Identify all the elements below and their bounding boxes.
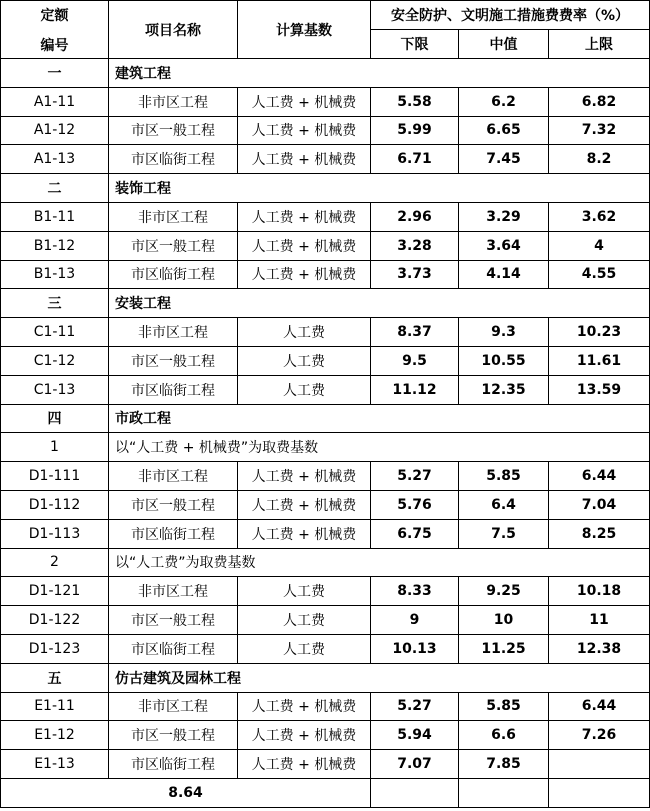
code-cell: D1-123 — [1, 634, 109, 663]
low-cell: 5.27 — [371, 462, 459, 491]
section-number: 一 — [1, 59, 109, 88]
section-title: 仿古建筑及园林工程 — [109, 663, 650, 692]
footer-empty-cell — [371, 778, 459, 807]
section-row — [1, 174, 650, 203]
code-cell: C1-12 — [1, 346, 109, 375]
footer-value: 8.64 — [1, 778, 371, 807]
name-cell: 市区临街工程 — [109, 750, 238, 779]
section-title: 安装工程 — [109, 289, 650, 318]
code-cell: D1-111 — [1, 462, 109, 491]
low-cell: 7.07 — [371, 750, 459, 779]
mid-cell: 7.5 — [459, 519, 549, 548]
high-cell: 6.44 — [549, 462, 650, 491]
section-row — [1, 663, 650, 692]
base-cell: 人工费 + 机械费 — [238, 202, 371, 231]
section-number: 五 — [1, 663, 109, 692]
low-cell: 8.33 — [371, 577, 459, 606]
name-cell: 非市区工程 — [109, 318, 238, 347]
mid-cell: 10.55 — [459, 346, 549, 375]
mid-cell: 12.35 — [459, 375, 549, 404]
base-cell: 人工费 + 机械费 — [238, 750, 371, 779]
high-cell: 10.23 — [549, 318, 650, 347]
table-row — [1, 634, 650, 663]
base-cell: 人工费 — [238, 577, 371, 606]
section-row — [1, 59, 650, 88]
base-cell: 人工费 + 机械费 — [238, 87, 371, 116]
footer-row — [1, 778, 650, 807]
subsection-title: 以“人工费”为取费基数 — [109, 548, 650, 577]
base-cell: 人工费 + 机械费 — [238, 490, 371, 519]
footer-empty-cell — [459, 778, 549, 807]
base-cell: 人工费 + 机械费 — [238, 462, 371, 491]
name-cell: 市区一般工程 — [109, 721, 238, 750]
code-cell: A1-13 — [1, 145, 109, 174]
high-cell: 6.44 — [549, 692, 650, 721]
name-cell: 市区一般工程 — [109, 346, 238, 375]
mid-cell: 6.6 — [459, 721, 549, 750]
high-cell: 3.62 — [549, 202, 650, 231]
table-row — [1, 202, 650, 231]
high-cell: 8.2 — [549, 145, 650, 174]
mid-cell: 7.85 — [459, 750, 549, 779]
name-cell: 市区一般工程 — [109, 231, 238, 260]
section-number: 四 — [1, 404, 109, 433]
subsection-title: 以“人工费 + 机械费”为取费基数 — [109, 433, 650, 462]
high-cell: 6.82 — [549, 87, 650, 116]
table-row — [1, 462, 650, 491]
table-row — [1, 87, 650, 116]
name-cell: 非市区工程 — [109, 692, 238, 721]
high-cell: 7.26 — [549, 721, 650, 750]
base-cell: 人工费 + 机械费 — [238, 721, 371, 750]
base-cell: 人工费 + 机械费 — [238, 692, 371, 721]
code-header-line1: 定额 — [40, 7, 69, 24]
name-cell: 市区一般工程 — [109, 116, 238, 145]
low-cell: 6.71 — [371, 145, 459, 174]
base-cell: 人工费 + 机械费 — [238, 519, 371, 548]
code-cell: D1-112 — [1, 490, 109, 519]
name-cell: 市区一般工程 — [109, 606, 238, 635]
table-row — [1, 231, 650, 260]
high-cell: 11.61 — [549, 346, 650, 375]
high-cell: 4.55 — [549, 260, 650, 289]
mid-header: 中值 — [459, 30, 549, 59]
code-cell: E1-11 — [1, 692, 109, 721]
name-cell: 市区临街工程 — [109, 375, 238, 404]
code-cell: B1-13 — [1, 260, 109, 289]
base-header: 计算基数 — [238, 1, 371, 59]
subsection-number: 1 — [1, 433, 109, 462]
low-cell: 5.27 — [371, 692, 459, 721]
section-row — [1, 404, 650, 433]
low-cell: 9 — [371, 606, 459, 635]
high-cell: 4 — [549, 231, 650, 260]
table-row — [1, 318, 650, 347]
high-cell — [549, 750, 650, 779]
low-cell: 5.58 — [371, 87, 459, 116]
base-cell: 人工费 — [238, 634, 371, 663]
mid-cell: 7.45 — [459, 145, 549, 174]
section-number: 三 — [1, 289, 109, 318]
high-cell: 11 — [549, 606, 650, 635]
mid-cell: 10 — [459, 606, 549, 635]
code-cell: B1-12 — [1, 231, 109, 260]
subsection-row — [1, 433, 650, 462]
name-cell: 非市区工程 — [109, 462, 238, 491]
section-title: 建筑工程 — [109, 59, 650, 88]
code-header — [1, 1, 109, 59]
low-cell: 2.96 — [371, 202, 459, 231]
mid-cell: 9.25 — [459, 577, 549, 606]
base-cell: 人工费 + 机械费 — [238, 145, 371, 174]
base-cell: 人工费 — [238, 375, 371, 404]
mid-cell: 3.64 — [459, 231, 549, 260]
name-cell: 非市区工程 — [109, 87, 238, 116]
mid-cell: 3.29 — [459, 202, 549, 231]
table-row — [1, 692, 650, 721]
low-cell: 3.28 — [371, 231, 459, 260]
name-header: 项目名称 — [109, 1, 238, 59]
high-cell: 8.25 — [549, 519, 650, 548]
code-cell: D1-122 — [1, 606, 109, 635]
mid-cell: 9.3 — [459, 318, 549, 347]
base-cell: 人工费 — [238, 318, 371, 347]
table-row — [1, 260, 650, 289]
table-body — [1, 59, 650, 779]
table-row — [1, 145, 650, 174]
table-row — [1, 721, 650, 750]
high-cell: 10.18 — [549, 577, 650, 606]
code-cell: B1-11 — [1, 202, 109, 231]
name-cell: 市区一般工程 — [109, 490, 238, 519]
header-row — [1, 1, 650, 30]
low-cell: 5.99 — [371, 116, 459, 145]
low-cell: 3.73 — [371, 260, 459, 289]
mid-cell: 5.85 — [459, 692, 549, 721]
high-cell: 13.59 — [549, 375, 650, 404]
section-number: 二 — [1, 174, 109, 203]
subsection-number: 2 — [1, 548, 109, 577]
mid-cell: 11.25 — [459, 634, 549, 663]
subsection-row — [1, 548, 650, 577]
base-cell: 人工费 + 机械费 — [238, 231, 371, 260]
mid-cell: 6.4 — [459, 490, 549, 519]
low-cell: 5.94 — [371, 721, 459, 750]
mid-cell: 6.2 — [459, 87, 549, 116]
high-cell: 7.04 — [549, 490, 650, 519]
low-cell: 10.13 — [371, 634, 459, 663]
code-cell: D1-121 — [1, 577, 109, 606]
high-header: 上限 — [549, 30, 650, 59]
name-cell: 非市区工程 — [109, 202, 238, 231]
name-cell: 市区临街工程 — [109, 145, 238, 174]
name-cell: 市区临街工程 — [109, 634, 238, 663]
base-cell: 人工费 + 机械费 — [238, 260, 371, 289]
code-cell: C1-11 — [1, 318, 109, 347]
table-row — [1, 577, 650, 606]
code-cell: E1-12 — [1, 721, 109, 750]
code-cell: A1-12 — [1, 116, 109, 145]
low-cell: 8.37 — [371, 318, 459, 347]
mid-cell: 4.14 — [459, 260, 549, 289]
low-cell: 9.5 — [371, 346, 459, 375]
table-row — [1, 606, 650, 635]
low-cell: 11.12 — [371, 375, 459, 404]
low-header: 下限 — [371, 30, 459, 59]
section-title: 市政工程 — [109, 404, 650, 433]
low-cell: 6.75 — [371, 519, 459, 548]
rate-header: 安全防护、文明施工措施费费率（%） — [371, 1, 650, 30]
name-cell: 市区临街工程 — [109, 260, 238, 289]
code-cell: E1-13 — [1, 750, 109, 779]
low-cell: 5.76 — [371, 490, 459, 519]
base-cell: 人工费 + 机械费 — [238, 116, 371, 145]
section-title: 装饰工程 — [109, 174, 650, 203]
table-row — [1, 750, 650, 779]
base-cell: 人工费 — [238, 346, 371, 375]
code-cell: A1-11 — [1, 87, 109, 116]
table-row — [1, 490, 650, 519]
table-row — [1, 116, 650, 145]
table-row — [1, 519, 650, 548]
footer-empty-cell — [549, 778, 650, 807]
code-header-line2: 编号 — [40, 37, 69, 54]
high-cell: 7.32 — [549, 116, 650, 145]
high-cell: 12.38 — [549, 634, 650, 663]
mid-cell: 6.65 — [459, 116, 549, 145]
mid-cell: 5.85 — [459, 462, 549, 491]
name-cell: 市区临街工程 — [109, 519, 238, 548]
section-row — [1, 289, 650, 318]
table-row — [1, 375, 650, 404]
name-cell: 非市区工程 — [109, 577, 238, 606]
base-cell: 人工费 — [238, 606, 371, 635]
code-cell: C1-13 — [1, 375, 109, 404]
code-cell: D1-113 — [1, 519, 109, 548]
table-row — [1, 346, 650, 375]
